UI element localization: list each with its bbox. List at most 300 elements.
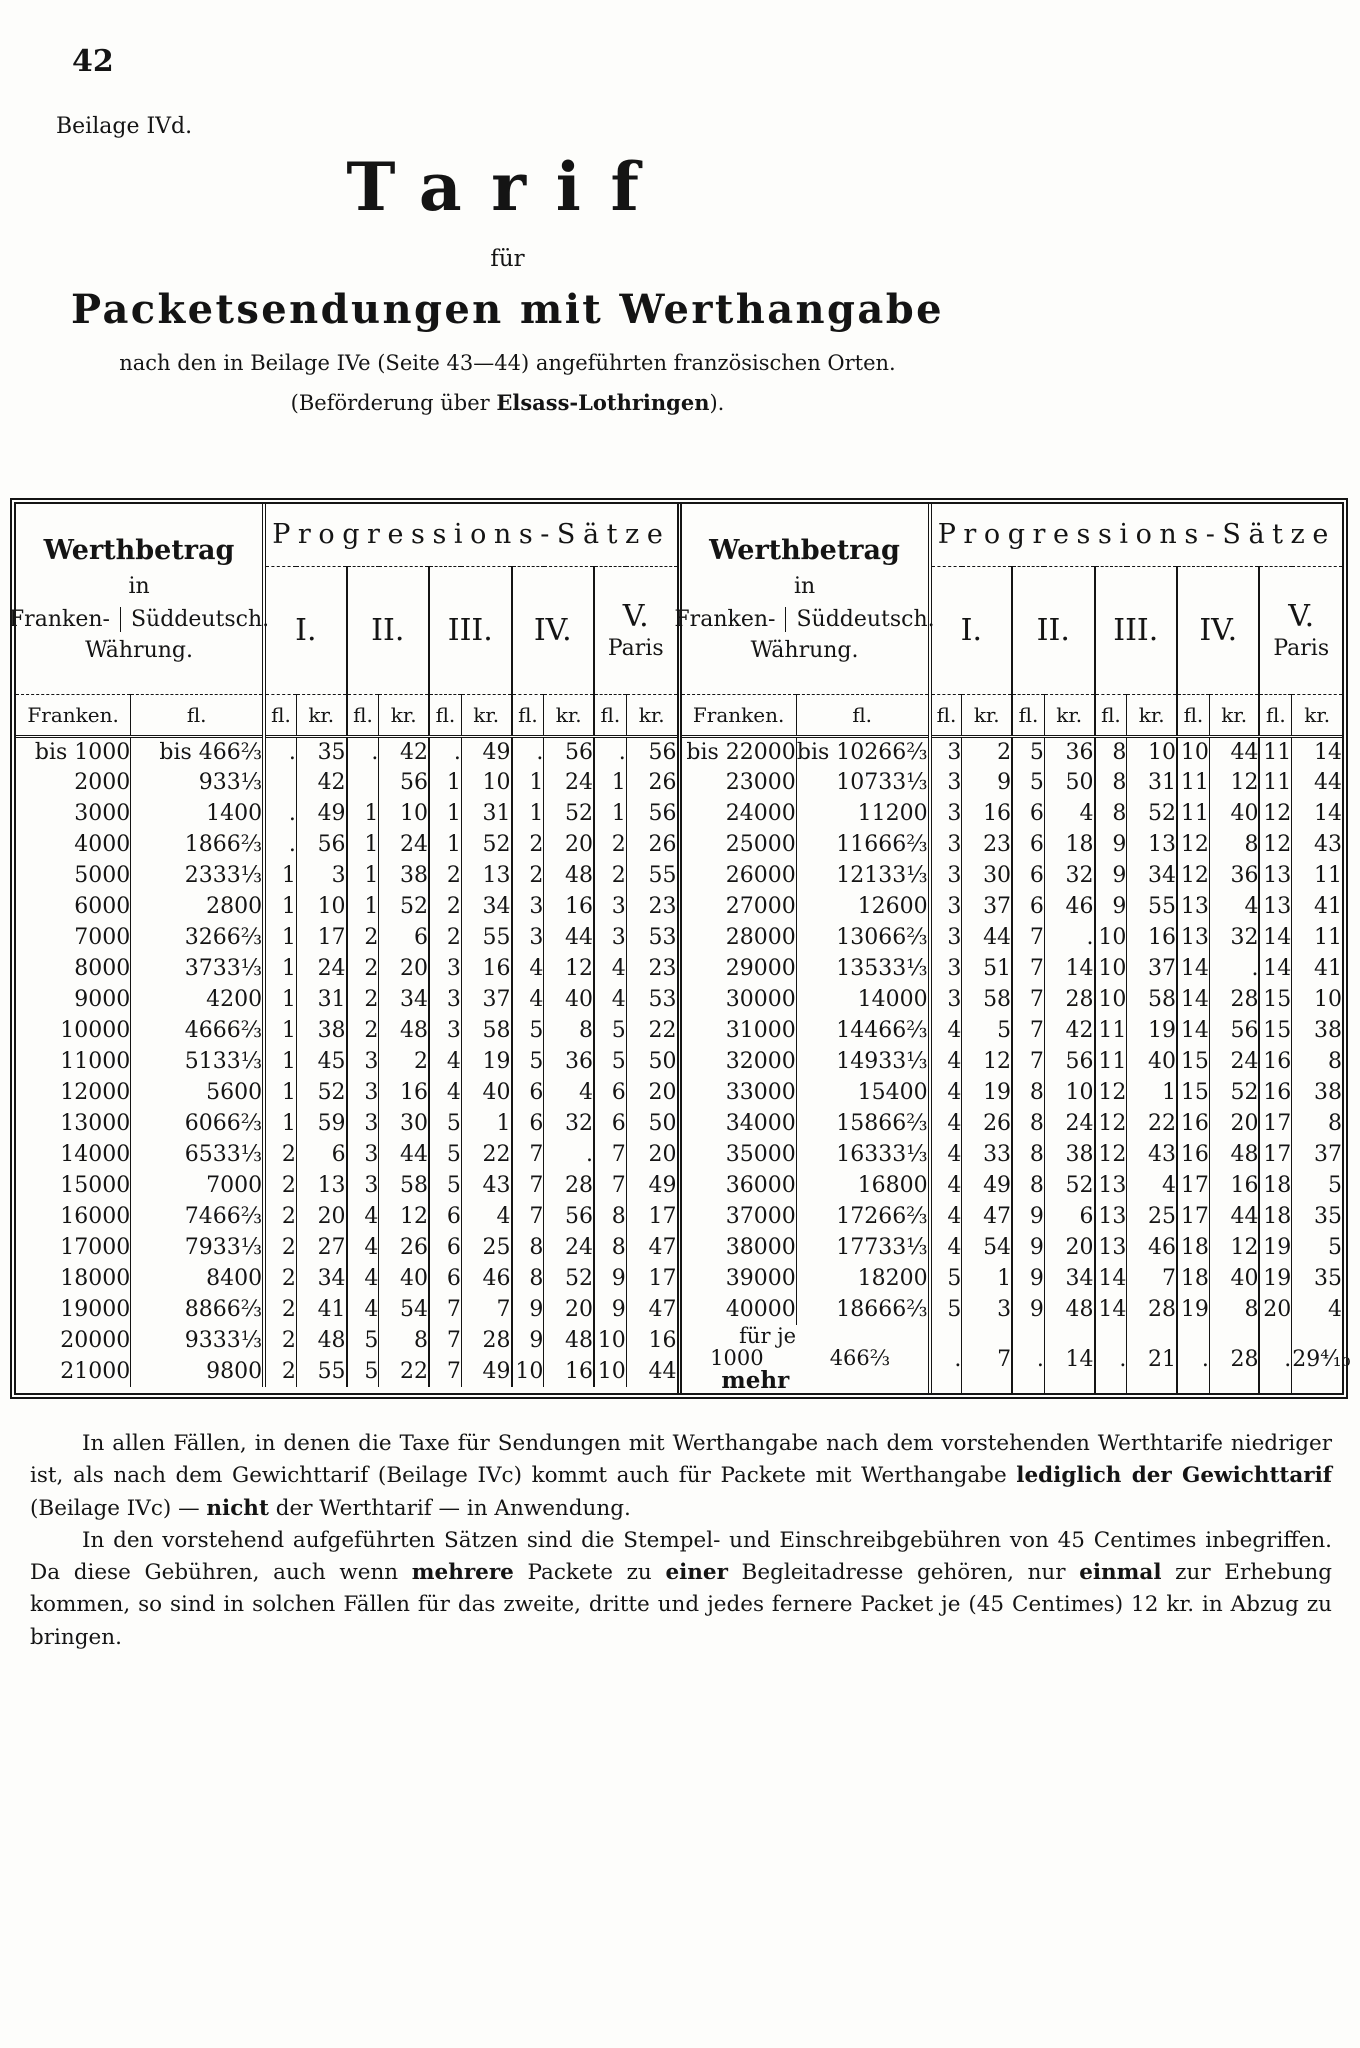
cell-rate-fl: 1	[264, 1015, 296, 1046]
werth-currency-cols	[674, 606, 935, 632]
note-segment: In allen Fällen, in denen die Taxe für Sendungen mit Werthangabe nach dem vorstehenden Werthtarife niedriger ist, als nach dem Gewichttarif (Beilage IVc) kommt auch für Packete mit Werthangabe	[30, 1431, 1332, 1489]
note-segment: In den vorstehend aufgeführten Sätzen sind die Stempel- und Einschreibgebühren von 45 Centimes inbegriffen. Da diese Gebühren, auch wenn	[30, 1527, 1332, 1585]
cell-rate-fl: 1	[594, 767, 626, 798]
table-row	[16, 860, 677, 891]
cell-werth-fl: 13533⅓	[796, 953, 929, 984]
cell-rate-kr: 58	[379, 1170, 429, 1201]
cell-rate-kr: 40	[1209, 1263, 1259, 1294]
cell-rate-fl: 19	[1259, 1232, 1291, 1263]
cell-rate-kr: 20	[626, 1077, 676, 1108]
route-bold: Elsass-Lothringen	[496, 390, 710, 415]
cell-rate-fl: 4	[930, 1015, 962, 1046]
footnotes	[30, 1428, 1332, 1654]
cell-rate-fl: 4	[347, 1201, 379, 1232]
cell-rate-kr: 28	[544, 1170, 594, 1201]
tariff-table-left	[8, 504, 682, 1393]
mehr-line-fuer-je: für je	[739, 1324, 797, 1348]
table-row	[682, 1046, 1343, 1077]
unit-pair-kr: kr.	[461, 694, 511, 736]
cell-rate-fl: 4	[930, 1139, 962, 1170]
cell-rate-kr: 28	[461, 1325, 511, 1356]
cell-rate-fl: 6	[429, 1263, 461, 1294]
table-row	[682, 922, 1343, 953]
cell-rate-fl: 3	[930, 953, 962, 984]
unit-pair-fl: fl.	[930, 694, 962, 736]
cell-rate-kr: 21	[1127, 1325, 1177, 1393]
cell-rate-kr: 16	[1127, 922, 1177, 953]
cell-rate-kr: 22	[626, 1015, 676, 1046]
cell-rate-kr: 32	[544, 1108, 594, 1139]
cell-rate-kr: 35	[1292, 1201, 1342, 1232]
cell-rate-fl: 2	[347, 922, 379, 953]
cell-rate-kr: 47	[962, 1201, 1012, 1232]
note-segment: nicht	[206, 1495, 269, 1521]
cell-rate-fl: 1	[512, 798, 544, 829]
cell-rate-kr: 44	[626, 1356, 676, 1387]
cell-rate-kr: 11	[1292, 922, 1342, 953]
cell-rate-kr: 26	[626, 767, 676, 798]
table-row	[16, 953, 677, 984]
cell-werth-franken: 18000	[60, 1266, 131, 1291]
cell-rate-kr: 46	[1044, 891, 1094, 922]
cell-rate-kr: 7	[461, 1294, 511, 1325]
cell-rate-kr: 22	[1127, 1108, 1177, 1139]
grade-label: IV.	[533, 612, 572, 648]
unit-pair-kr: kr.	[626, 694, 676, 736]
cell-werth-fl: 15400	[796, 1077, 929, 1108]
cell-rate-kr: .	[544, 1139, 594, 1170]
note-segment: (Beilage IVc) —	[30, 1495, 207, 1521]
cell-werth-franken: 19000	[60, 1297, 131, 1322]
cell-rate-kr: 31	[296, 984, 346, 1015]
cell-werth-franken: 38000	[725, 1235, 796, 1260]
cell-rate-fl: 13	[1095, 1232, 1127, 1263]
cell-rate-fl: 3	[594, 922, 626, 953]
cell-rate-kr: 10	[461, 767, 511, 798]
table-row	[16, 1294, 677, 1325]
cell-rate-kr: 14	[1292, 798, 1342, 829]
cell-rate-fl: 1	[594, 798, 626, 829]
cell-rate-kr: 37	[1292, 1139, 1342, 1170]
cell-rate-fl: 12	[1095, 1108, 1127, 1139]
cell-rate-fl: 4	[594, 953, 626, 984]
cell-rate-fl: 17	[1259, 1139, 1291, 1170]
table-row	[16, 891, 677, 922]
cell-rate-fl: 2	[264, 1232, 296, 1263]
cell-rate-fl: 4	[930, 1201, 962, 1232]
werth-col-franken: Franken-	[674, 606, 776, 632]
table-row	[16, 1356, 677, 1387]
cell-rate-fl: 16	[1259, 1046, 1291, 1077]
werth-col-sueddeutsch: Süddeutsch.	[785, 607, 944, 632]
note-paragraph-1	[30, 1428, 1332, 1525]
cell-rate-kr: 34	[1127, 860, 1177, 891]
cell-rate-kr: 33	[962, 1139, 1012, 1170]
cell-rate-kr: 2	[962, 736, 1012, 767]
note-segment: zur Erhebung kommen, so sind in solchen Fällen für das zweite, dritte und jedes fernere Packet je (45 Centimes) 12 kr. in Abzug zu bringen.	[30, 1560, 1333, 1650]
cell-rate-fl: 3	[429, 953, 461, 984]
cell-rate-fl: 7	[429, 1325, 461, 1356]
cell-rate-fl: 3	[930, 798, 962, 829]
cell-werth-fl: 6066⅔	[131, 1108, 264, 1139]
cell-rate-kr: 40	[1209, 798, 1259, 829]
mehr-franken: 1000	[710, 1346, 764, 1371]
cell-werth-franken: 34000	[725, 1111, 796, 1136]
cell-rate-kr: 17	[296, 922, 346, 953]
document-header	[0, 148, 1015, 415]
header-row	[16, 504, 677, 566]
cell-rate-fl: 13	[1259, 860, 1291, 891]
cell-werth-franken: 25000	[725, 832, 796, 857]
cell-rate-fl: 4	[429, 1046, 461, 1077]
cell-rate-fl: 20	[1259, 1294, 1291, 1325]
cell-rate-kr: 38	[1292, 1015, 1342, 1046]
cell-rate-fl: 10	[1095, 984, 1127, 1015]
cell-werth-fl: 18200	[796, 1263, 929, 1294]
cell-rate-fl: 11	[1259, 736, 1291, 767]
table-row	[16, 736, 677, 767]
cell-rate-fl: 11	[1177, 767, 1209, 798]
cell-rate-kr: 58	[461, 1015, 511, 1046]
cell-rate-fl: 6	[594, 1108, 626, 1139]
grade-label: I.	[295, 612, 317, 648]
cell-rate-kr: 10	[1292, 984, 1342, 1015]
cell-rate-fl: 13	[1177, 922, 1209, 953]
cell-werth-fl: 933⅓	[131, 767, 264, 798]
cell-rate-fl: .	[512, 736, 544, 767]
table-row	[682, 860, 1343, 891]
unit-pair-fl: fl.	[512, 694, 544, 736]
cell-rate-kr: 44	[1209, 1201, 1259, 1232]
cell-rate-kr: 52	[1044, 1170, 1094, 1201]
cell-rate-kr: 50	[626, 1046, 676, 1077]
cell-werth-fl: 2800	[131, 891, 264, 922]
cell-rate-kr: 37	[962, 891, 1012, 922]
grade-label: II.	[1036, 612, 1070, 648]
note-segment: lediglich der Gewichttarif	[1016, 1463, 1332, 1489]
cell-werth-franken: 40000	[725, 1297, 796, 1322]
cell-werth-franken: 2000	[74, 770, 131, 795]
route-pre: (Beförderung über	[290, 391, 497, 415]
cell-rate-kr: 4	[461, 1201, 511, 1232]
cell-rate-fl: 5	[429, 1108, 461, 1139]
cell-rate-fl: 1	[264, 891, 296, 922]
cell-rate-kr: 48	[296, 1325, 346, 1356]
cell-rate-fl: 16	[1259, 1077, 1291, 1108]
cell-rate-fl: 9	[1012, 1232, 1044, 1263]
cell-rate-fl: 2	[347, 1015, 379, 1046]
cell-rate-kr: 41	[296, 1294, 346, 1325]
cell-werth-fl: 14000	[796, 984, 929, 1015]
cell-rate-kr: 13	[461, 860, 511, 891]
cell-rate-fl: 10	[594, 1356, 626, 1387]
cell-rate-fl: .	[347, 736, 379, 767]
cell-rate-fl: 12	[1095, 1139, 1127, 1170]
cell-rate-kr: 53	[626, 922, 676, 953]
cell-rate-kr: 53	[626, 984, 676, 1015]
cell-rate-kr: 7	[1127, 1263, 1177, 1294]
cell-rate-fl: 10	[594, 1325, 626, 1356]
cell-werth-fl: 5600	[131, 1077, 264, 1108]
cell-rate-fl: 5	[512, 1015, 544, 1046]
cell-rate-fl: 7	[1012, 1015, 1044, 1046]
werth-in: in	[128, 573, 150, 599]
cell-rate-fl: 14	[1177, 953, 1209, 984]
cell-rate-kr: 42	[1044, 1015, 1094, 1046]
cell-werth-franken: 8000	[74, 956, 131, 981]
cell-rate-fl: 7	[1012, 922, 1044, 953]
table-row	[682, 736, 1343, 767]
cell-rate-fl: 12	[1177, 829, 1209, 860]
werth-col-franken: Franken-	[8, 606, 110, 632]
note-segment: einer	[665, 1560, 728, 1585]
cell-rate-fl: 9	[512, 1294, 544, 1325]
werth-header-cell	[8, 504, 270, 694]
cell-werth-fl: 9333⅓	[131, 1325, 264, 1356]
cell-rate-fl: 4	[347, 1263, 379, 1294]
cell-rate-kr: 38	[1044, 1139, 1094, 1170]
table-row	[16, 1201, 677, 1232]
cell-rate-kr: 36	[544, 1046, 594, 1077]
cell-rate-kr: 16	[962, 798, 1012, 829]
cell-rate-fl: 17	[1177, 1201, 1209, 1232]
cell-rate-fl: .	[264, 798, 296, 829]
cell-rate-kr: 14	[1292, 736, 1342, 767]
cell-rate-kr: 16	[544, 1356, 594, 1387]
cell-rate-kr: 22	[379, 1356, 429, 1387]
cell-rate-fl: .	[1259, 1325, 1291, 1393]
cell-rate-fl: 6	[429, 1201, 461, 1232]
cell-werth-franken: 26000	[725, 863, 796, 888]
unit-pair-kr: kr.	[1127, 694, 1177, 736]
cell-rate-kr: 41	[1292, 891, 1342, 922]
cell-rate-kr: 26	[962, 1108, 1012, 1139]
table-row	[682, 1015, 1343, 1046]
table-row	[682, 953, 1343, 984]
cell-rate-kr: 4	[1292, 1294, 1342, 1325]
unit-pair-fl: fl.	[1177, 694, 1209, 736]
cell-rate-kr: 23	[626, 891, 676, 922]
cell-rate-kr: 56	[1044, 1046, 1094, 1077]
grade-2	[347, 566, 429, 694]
cell-werth-franken: 39000	[725, 1266, 796, 1291]
cell-rate-fl: 9	[1012, 1263, 1044, 1294]
cell-rate-fl: 14	[1095, 1263, 1127, 1294]
cell-rate-kr: 46	[1127, 1232, 1177, 1263]
cell-rate-fl: 8	[1012, 1139, 1044, 1170]
cell-rate-kr: 52	[544, 1263, 594, 1294]
cell-rate-fl: 7	[1012, 1046, 1044, 1077]
cell-rate-kr: 24	[296, 953, 346, 984]
cell-mehr-label	[682, 1325, 930, 1393]
cell-werth-fl: 14933⅓	[796, 1046, 929, 1077]
cell-rate-fl: 1	[429, 829, 461, 860]
cell-rate-kr: 28	[1209, 984, 1259, 1015]
cell-rate-kr: 22	[461, 1139, 511, 1170]
cell-rate-kr: 34	[296, 1263, 346, 1294]
cell-rate-fl: 7	[512, 1201, 544, 1232]
cell-rate-fl: 3	[930, 767, 962, 798]
cell-rate-kr: 48	[544, 860, 594, 891]
cell-rate-fl: .	[594, 736, 626, 767]
cell-rate-kr: 40	[461, 1077, 511, 1108]
cell-rate-kr: 45	[296, 1046, 346, 1077]
cell-rate-kr: 4	[1127, 1170, 1177, 1201]
cell-rate-kr: 19	[1127, 1015, 1177, 1046]
cell-rate-fl: 12	[1177, 860, 1209, 891]
cell-rate-fl: 3	[347, 1077, 379, 1108]
cell-rate-kr: 13	[296, 1170, 346, 1201]
cell-rate-fl: 10	[512, 1356, 544, 1387]
note-segment: einmal	[1079, 1560, 1162, 1585]
cell-rate-fl: 4	[930, 1046, 962, 1077]
cell-rate-kr: 17	[626, 1201, 676, 1232]
werth-currency-cols	[8, 606, 270, 632]
header-row	[682, 504, 1343, 566]
table-row	[16, 1046, 677, 1077]
cell-rate-kr: 34	[1044, 1263, 1094, 1294]
cell-rate-kr: 44	[1209, 736, 1259, 767]
cell-rate-fl: 16	[1177, 1139, 1209, 1170]
cell-rate-kr: 24	[379, 829, 429, 860]
cell-rate-kr: 6	[296, 1139, 346, 1170]
cell-rate-kr: 31	[461, 798, 511, 829]
cell-rate-fl: 3	[930, 829, 962, 860]
cell-rate-fl: 4	[512, 984, 544, 1015]
cell-rate-kr: 55	[461, 922, 511, 953]
cell-rate-kr: 34	[461, 891, 511, 922]
cell-werth-fl: 12600	[796, 891, 929, 922]
cell-rate-kr: 1	[1127, 1077, 1177, 1108]
cell-rate-fl: 5	[347, 1325, 379, 1356]
cell-rate-kr: 20	[379, 953, 429, 984]
cell-rate-fl: 11	[1095, 1046, 1127, 1077]
cell-werth-franken: 4000	[74, 832, 131, 857]
cell-rate-fl: 14	[1259, 922, 1291, 953]
cell-rate-kr: 16	[626, 1325, 676, 1356]
cell-werth-fl: 16800	[796, 1170, 929, 1201]
cell-rate-kr: 20	[1209, 1108, 1259, 1139]
table-row	[682, 891, 1343, 922]
cell-rate-kr: 17	[626, 1263, 676, 1294]
unit-fl: fl.	[796, 694, 929, 736]
cell-rate-kr: 47	[626, 1294, 676, 1325]
cell-rate-kr: 16	[1209, 1170, 1259, 1201]
cell-werth-fl: 3733⅓	[131, 953, 264, 984]
cell-rate-fl: 14	[1259, 953, 1291, 984]
cell-rate-fl: 4	[512, 953, 544, 984]
cell-rate-kr: 16	[461, 953, 511, 984]
cell-rate-kr: 24	[544, 1232, 594, 1263]
cell-rate-fl: 9	[1095, 829, 1127, 860]
cell-rate-kr: .	[1209, 953, 1259, 984]
cell-rate-fl: 13	[1259, 891, 1291, 922]
cell-rate-fl: 2	[594, 860, 626, 891]
cell-rate-fl: .	[429, 736, 461, 767]
annex-label: Beilage IVd.	[56, 114, 193, 139]
cell-rate-kr: 8	[1292, 1108, 1342, 1139]
cell-rate-fl: 4	[347, 1232, 379, 1263]
cell-rate-fl: 5	[594, 1015, 626, 1046]
cell-rate-fl: 3	[347, 1046, 379, 1077]
cell-werth-franken: 37000	[725, 1204, 796, 1229]
cell-werth-fl: 16333⅓	[796, 1139, 929, 1170]
cell-rate-fl: 5	[512, 1046, 544, 1077]
cell-rate-fl: 3	[512, 891, 544, 922]
werth-col-sueddeutsch: Süddeutsch.	[120, 607, 279, 632]
cell-rate-fl: 4	[930, 1077, 962, 1108]
cell-rate-fl: 4	[930, 1232, 962, 1263]
cell-rate-fl: 11	[1095, 1015, 1127, 1046]
progressions-title: Progressions-Sätze	[264, 504, 676, 566]
unit-row	[16, 694, 677, 736]
grade-v-sublabel: Paris	[607, 636, 664, 661]
page-title: Tarif	[346, 148, 669, 226]
grade-label: III.	[1113, 612, 1159, 648]
cell-rate-fl: 3	[347, 1170, 379, 1201]
cell-rate-kr: 23	[626, 953, 676, 984]
cell-werth-fl: 2333⅓	[131, 860, 264, 891]
route-note	[0, 390, 1015, 415]
cell-rate-kr: 55	[296, 1356, 346, 1387]
cell-rate-fl: 8	[512, 1263, 544, 1294]
cell-rate-kr: 4	[1044, 798, 1094, 829]
cell-rate-kr: 59	[296, 1108, 346, 1139]
cell-werth-fl: 7933⅓	[131, 1232, 264, 1263]
grade-2	[1012, 566, 1094, 694]
grade-3	[429, 566, 511, 694]
cell-rate-kr: 32	[1209, 922, 1259, 953]
unit-row	[682, 694, 1343, 736]
unit-fl: fl.	[131, 694, 264, 736]
cell-rate-kr: 3	[962, 1294, 1012, 1325]
cell-rate-kr: 23	[962, 829, 1012, 860]
cell-rate-kr: 8	[379, 1325, 429, 1356]
cell-rate-fl: 7	[512, 1170, 544, 1201]
unit-pair-kr: kr.	[962, 694, 1012, 736]
cell-rate-kr: 5	[1292, 1232, 1342, 1263]
table-row	[682, 798, 1343, 829]
cell-rate-fl: 5	[429, 1139, 461, 1170]
cell-rate-kr: 48	[1209, 1139, 1259, 1170]
cell-werth-fl: 3266⅔	[131, 922, 264, 953]
cell-rate-kr: 2	[379, 1046, 429, 1077]
cell-werth-franken: 24000	[725, 801, 796, 826]
cell-werth-fl: 17266⅔	[796, 1201, 929, 1232]
cell-rate-fl: 6	[512, 1077, 544, 1108]
cell-rate-fl: 1	[264, 860, 296, 891]
mehr-line-mehr: mehr	[721, 1367, 790, 1395]
cell-rate-kr: 10	[296, 891, 346, 922]
table-row	[16, 984, 677, 1015]
cell-rate-fl: 13	[1095, 1170, 1127, 1201]
grade-label: V.	[1288, 599, 1315, 634]
cell-rate-fl: 2	[429, 891, 461, 922]
cell-rate-fl: 14	[1177, 1015, 1209, 1046]
table-row	[16, 1325, 677, 1356]
cell-werth-franken: 9000	[74, 987, 131, 1012]
cell-rate-fl: .	[264, 736, 296, 767]
cell-rate-kr: 49	[461, 736, 511, 767]
cell-rate-kr: 20	[296, 1201, 346, 1232]
unit-pair-fl: fl.	[1095, 694, 1127, 736]
cell-rate-fl: 15	[1177, 1077, 1209, 1108]
cell-rate-fl: 1	[264, 922, 296, 953]
cell-rate-fl: 1	[429, 798, 461, 829]
cell-rate-fl: 2	[264, 1325, 296, 1356]
cell-werth-franken: bis 1000	[34, 739, 131, 765]
cell-rate-kr: 10	[379, 798, 429, 829]
